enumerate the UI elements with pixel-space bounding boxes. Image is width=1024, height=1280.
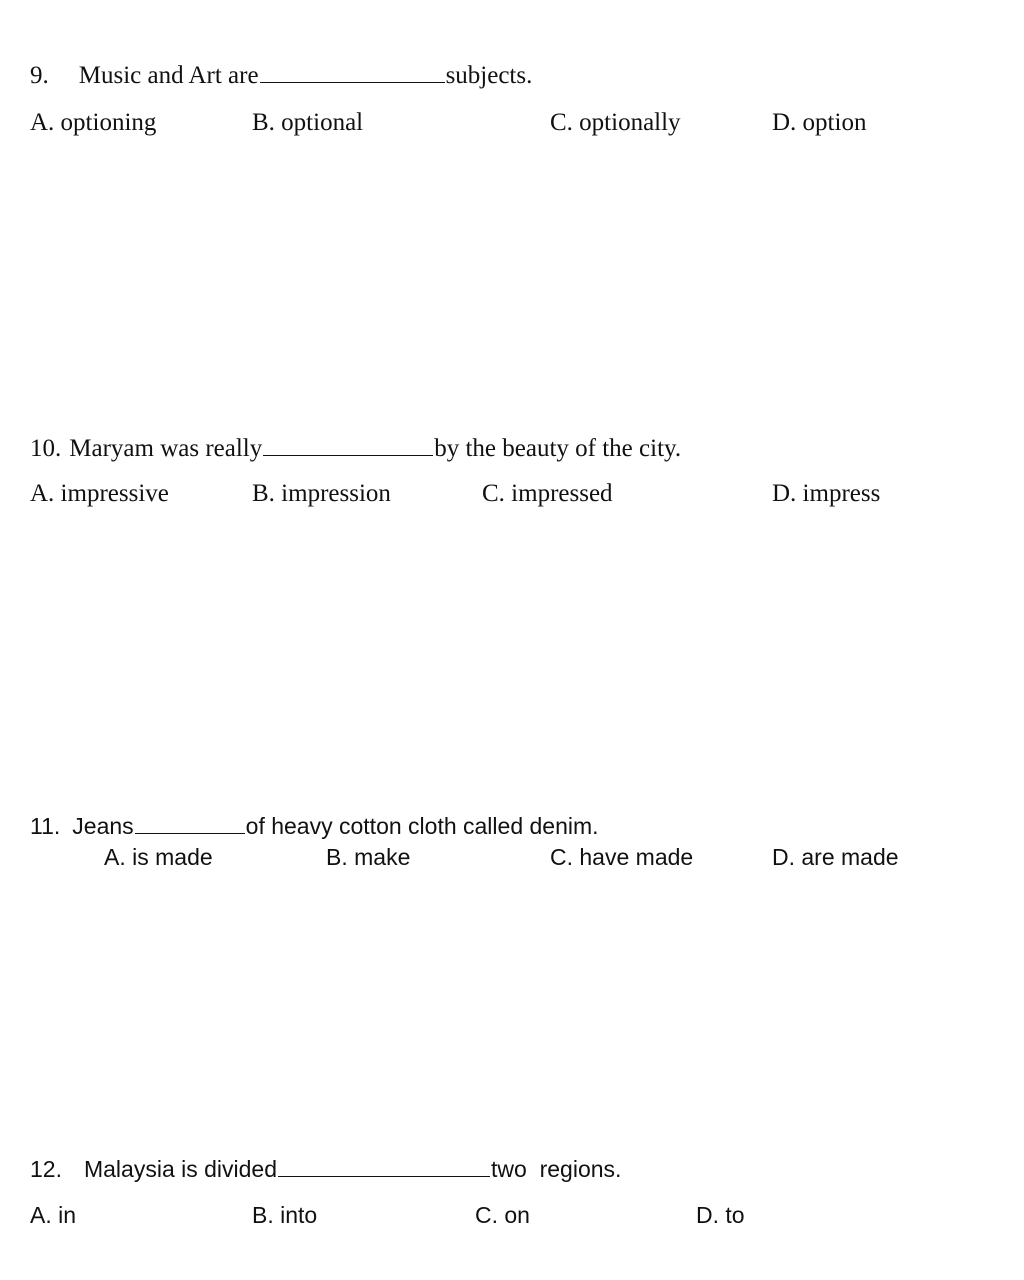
option-c: C. on xyxy=(475,1202,530,1228)
question-10 xyxy=(30,436,681,461)
option-c: C. have made xyxy=(550,844,694,870)
question-text-after: of heavy cotton cloth called denim. xyxy=(245,813,599,839)
answer-blank xyxy=(260,81,445,83)
option-d: D. impress xyxy=(772,480,881,507)
option-d: D. are made xyxy=(772,844,899,870)
question-number: 9. xyxy=(30,62,49,89)
answer-blank xyxy=(263,454,433,456)
question-number: 12. xyxy=(30,1156,62,1182)
option-b: B. make xyxy=(326,844,411,870)
question-9 xyxy=(30,63,532,88)
question-text-after: by the beauty of the city. xyxy=(434,435,682,462)
question-12 xyxy=(30,1158,621,1181)
question-text-after: subjects. xyxy=(445,62,533,89)
question-number: 11. xyxy=(30,813,61,839)
answer-blank xyxy=(135,832,245,834)
question-text-before: Music and Art are xyxy=(78,62,259,89)
question-text-before: Jeans xyxy=(72,813,134,839)
option-a: A. is made xyxy=(104,844,213,870)
question-text-before: Malaysia is divided xyxy=(83,1156,278,1182)
option-d: D. to xyxy=(696,1202,745,1228)
question-number: 10. xyxy=(30,435,62,462)
question-text-after: two regions. xyxy=(491,1156,622,1182)
answer-blank xyxy=(278,1175,490,1177)
question-text-before: Maryam was really xyxy=(69,435,263,462)
option-a: A. optioning xyxy=(30,109,157,136)
question-11 xyxy=(30,815,599,838)
option-b: B. optional xyxy=(252,109,364,136)
option-c: C. optionally xyxy=(550,109,681,136)
option-a: A. impressive xyxy=(30,480,169,507)
option-c: C. impressed xyxy=(482,480,613,507)
option-b: B. into xyxy=(252,1202,318,1228)
option-d: D. option xyxy=(772,109,867,136)
option-a: A. in xyxy=(30,1202,77,1228)
option-b: B. impression xyxy=(252,480,391,507)
